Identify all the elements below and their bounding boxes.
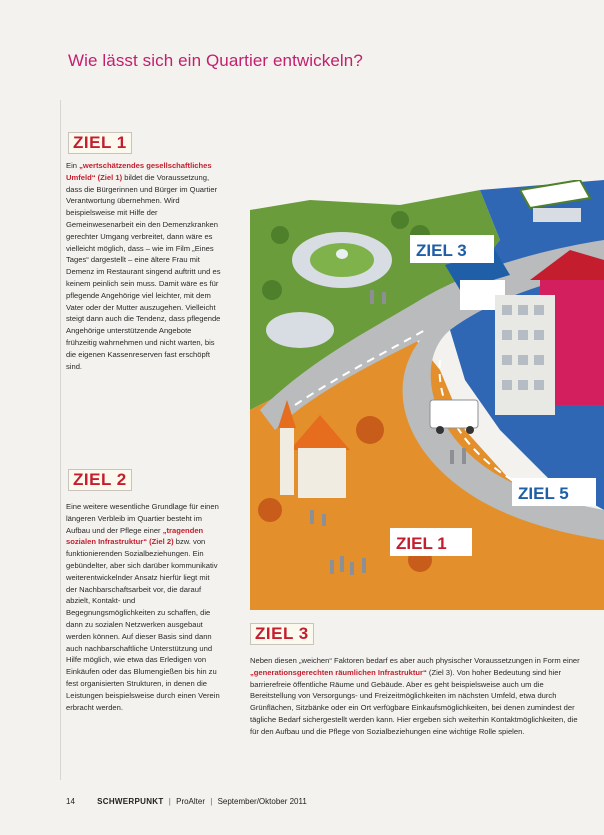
tree <box>391 211 409 229</box>
footer-separator: | <box>210 797 213 806</box>
ziel2-text-pre: Eine weitere wesentliche Grundlage für einen längeren Verbleib im Quartier besteht im Aufbau und der Pflege einer <box>66 502 219 535</box>
footer-issue: September/Oktober 2011 <box>217 797 307 806</box>
autumn-tree <box>356 416 384 444</box>
van-wheel <box>466 426 474 434</box>
market-stall <box>533 208 581 222</box>
map-label-ziel1: ZIEL 1 <box>396 534 447 553</box>
ziel3-text-post: (Ziel 3). Von hoher Bedeutung sind hier barrierefreie öffentliche Räume und Gebäude. Aber es geht beispielsweise auch um die Bereitstellung von Versorgungs- und Freizeitmöglichkeiten im nächsten Umfeld, etwa durch Grünflächen, Sitzbänke oder ein Ort verfügbare Einkaufsmöglichkeiten, bei denen zumindest der tägliche Bedarf sichergestellt werden kann. Hier ergeben sich weiterhin Kontaktmöglichkeiten, die für den Aufbau und die Pflege von Sozialbeziehungen eine wichtige Rolle spielen. <box>250 667 578 736</box>
church-tower <box>280 425 294 495</box>
ziel3-text-pre: Neben diesen „weichen“ Faktoren bedarf es aber auch physischer Voraussetzungen in Form einer <box>250 656 580 665</box>
map-label-ziel5: ZIEL 5 <box>518 484 569 503</box>
page-number: 14 <box>66 797 75 806</box>
page-title: Wie lässt sich ein Quartier entwickeln? <box>68 51 363 70</box>
ziel3-highlight: „generationsgerechten räumlichen Infrastruktur“ <box>250 667 427 677</box>
ziel2-text-post: bzw. von funktionierenden Sozialbeziehungen. Ein gebündelter, aber sich darüber kommunikativ weiterentwickelnder Ansatz hierfür liegt mit der Nachbarschaftsarbeit vor, die darauf abzielt, Kontakt- und Begegnungsmöglichkeiten zu schaffen, die dann zu sozialen Netzwerken ausgebaut werden können. Auf dieser Basis sind dann auch nachbarschaftliche Unterstützung und Hilfe möglich, wie etwa das Erledigen von Einkäufen oder das Blumengießen bis hin zu fest organisierten Strukturen, in denen die Leistungen beispielsweise durch einen Verein erbracht werden. <box>66 537 220 712</box>
footer-section: SCHWERPUNKT <box>97 797 164 806</box>
footer-separator: | <box>168 797 171 806</box>
ziel1-tag: ZIEL 1 <box>68 132 132 154</box>
tree <box>271 226 289 244</box>
ziel2-tag: ZIEL 2 <box>68 469 132 491</box>
ziel2-paragraph <box>66 501 222 713</box>
small-plaza <box>266 312 334 348</box>
column-divider <box>60 100 61 780</box>
ziel1-highlight: „wertschätzendes gesellschaftliches Umfeld“ (Ziel 1) <box>66 161 212 182</box>
neighborhood-illustration <box>250 180 604 610</box>
tree <box>262 280 282 300</box>
park-lawn <box>310 243 374 277</box>
autumn-tree <box>258 498 282 522</box>
map-label-ziel3: ZIEL 3 <box>416 241 467 260</box>
ziel1-paragraph <box>66 160 222 372</box>
ziel1-text-pre: Ein <box>66 161 80 170</box>
delivery-van <box>430 400 478 428</box>
fountain <box>336 249 348 259</box>
ziel3-tag: ZIEL 3 <box>250 623 314 645</box>
ziel3-paragraph <box>250 655 580 738</box>
footer-magazine: ProAlter <box>176 797 206 806</box>
church <box>298 448 346 498</box>
ziel1-text-post: bildet die Voraussetzung, dass die Bürgerinnen und Bürger im Quartier Verantwortung übernehmen. Wird beispielsweise mit Hilfe der Gemeinwesenarbeit ein den Demenzkranken gerechter Umgang verbreitet, dann wäre es vielleicht möglich, dass – wie im Film „Eines Tages“ dargestellt – eine ältere Frau mit Demenz im Restaurant singend auftritt und es keinem peinlich sein muss. Damit wäre es für pflegende Angehörige viel leichter, mit dem Vater oder der Mutter auszugehen. Vielleicht steigt dann auch die Tendenz, dass pflegende Angehörige unterstützende Angebote frühzeitig wahrnehmen und nicht warten, bis die eigenen Kassenreserven fast erschöpft sind. <box>66 172 221 371</box>
ziel2-highlight: „tragenden sozialen Infrastruktur“ (Ziel 2) <box>66 525 204 547</box>
van-wheel <box>436 426 444 434</box>
page-footer <box>66 797 307 806</box>
